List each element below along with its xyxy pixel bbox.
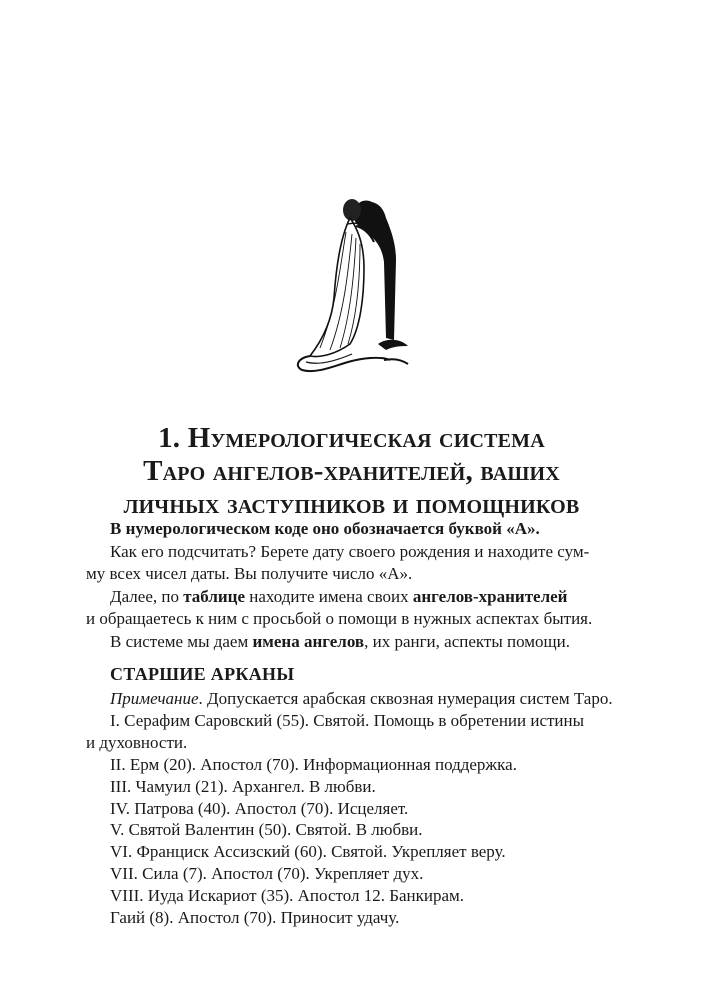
arcana-item: VII. Сила (7). Апостол (70). Укрепляет дух. [110, 864, 424, 884]
intro-paragraph-2-line-1: Как его подсчитать? Берете дату своего рождения и находите сум- [110, 541, 590, 561]
arcana-item: III. Чамуил (21). Архангел. В любви. [110, 776, 376, 796]
intro-text [86, 518, 631, 653]
intro-paragraph-2-line-2: му всех чисел даты. Вы получите число «А». [86, 564, 413, 583]
arcana-item: IV. Патрова (40). Апостол (70). Исцеляет. [110, 798, 409, 818]
intro-p4-b: имена ангелов [252, 631, 365, 651]
arcana-item: VIII. Иуда Искариот (35). Апостол 12. Банкирам. [110, 886, 465, 906]
arcana-item: II. Ерм (20). Апостол (70). Информационная поддержка. [110, 754, 517, 774]
arcana-item: VI. Франциск Ассизский (60). Святой. Укрепляет веру. [110, 842, 506, 862]
arcana-item: Гаий (8). Апостол (70). Приносит удачу. [110, 908, 400, 928]
intro-p3-c: находите имена своих [245, 586, 413, 606]
intro-paragraph-3-line-2: и обращаетесь к ним с просьбой о помощи в нужных аспектах бытия. [86, 609, 593, 628]
intro-paragraph-3-line-1 [86, 586, 631, 609]
chapter-title-line-2: Таро ангелов-хранителей, ваших [143, 455, 560, 487]
arcana-note-text: . Допускается арабская сквозная нумерация систем Таро. [198, 689, 613, 708]
intro-p4-c: , их ранги, аспекты помощи. [364, 631, 570, 651]
intro-paragraph-4 [86, 631, 631, 654]
arcana-list [86, 688, 631, 929]
intro-p3-b: таблице [183, 586, 246, 606]
arcana-item: V. Святой Валентин (50). Святой. В любви. [110, 820, 423, 840]
arcana-item: и духовности. [86, 732, 188, 752]
chapter-title [60, 422, 643, 521]
arcana-note [86, 688, 631, 710]
section-heading: СТАРШИЕ АРКАНЫ [110, 664, 295, 684]
intro-p4-a: В системе мы даем [110, 631, 253, 651]
chapter-title-line-1: 1. Нумерологическая система [158, 422, 545, 454]
intro-p3-d: ангелов-хранителей [412, 586, 568, 606]
letter-a-illustration-icon [290, 188, 430, 378]
intro-paragraph-1-bold: В нумерологическом коде оно обозначается буквой «А». [110, 519, 540, 538]
chapter-title-line-3: личных заступников и помощников [123, 488, 580, 520]
arcana-note-label: Примечание [110, 689, 199, 708]
intro-p3-a: Далее, по [110, 586, 184, 606]
intro-paragraph-1 [86, 518, 631, 541]
arcana-item: I. Серафим Саровский (55). Святой. Помощь в обретении истины [110, 710, 585, 730]
